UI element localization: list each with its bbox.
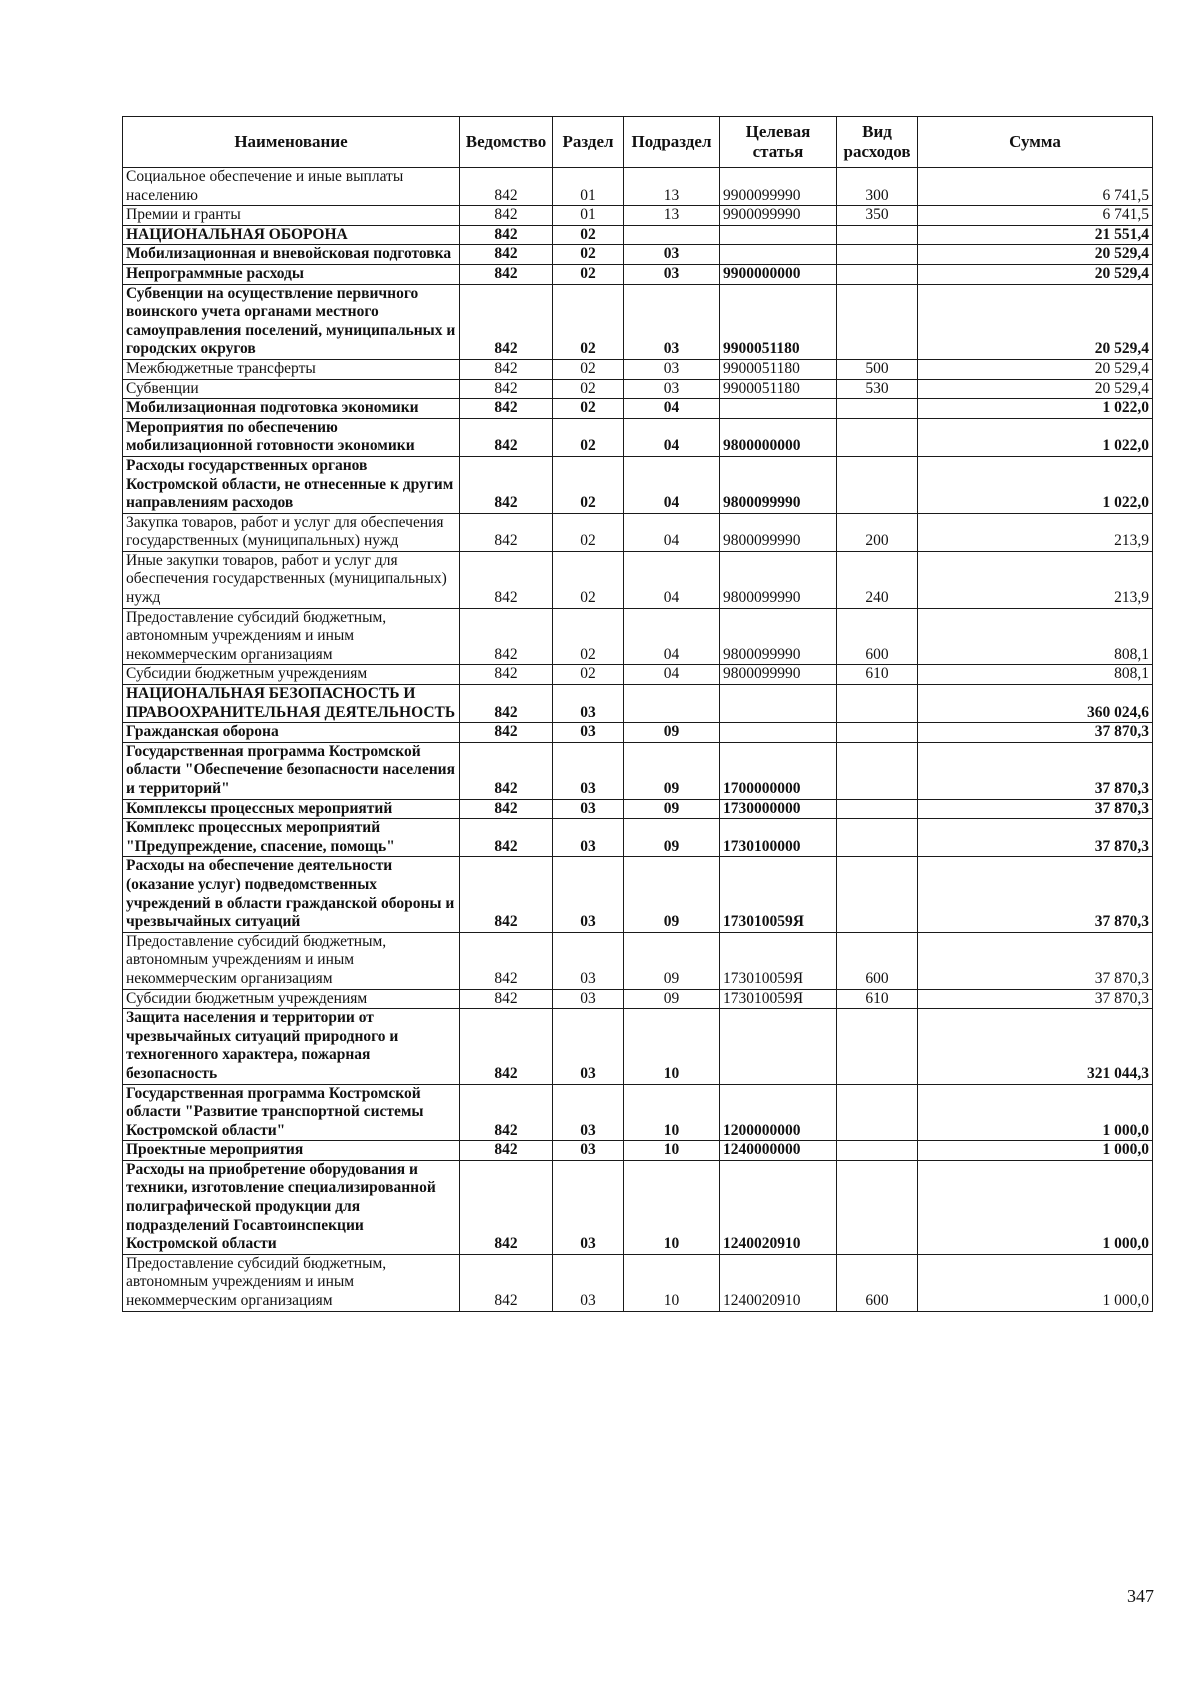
cell-article: 1700000000 [720,742,837,799]
cell-exp-type [837,225,918,245]
cell-article: 1240020910 [720,1254,837,1311]
table-row [123,284,1153,359]
cell-section: 02 [553,665,624,685]
cell-article [720,245,837,265]
cell-article: 9800000000 [720,418,837,456]
cell-article: 9800099990 [720,456,837,513]
cell-article: 9800099990 [720,608,837,665]
cell-name: Иные закупки товаров, работ и услуг для обеспечения государственных (муниципальных) нужд [123,551,460,608]
cell-name: Государственная программа Костромской области "Обеспечение безопасности населения и территорий" [123,742,460,799]
cell-sum: 20 529,4 [918,245,1153,265]
cell-article: 173010059Я [720,932,837,989]
cell-name: Премии и гранты [123,206,460,226]
cell-sum: 37 870,3 [918,819,1153,857]
cell-name: Комплексы процессных мероприятий [123,799,460,819]
header-row [123,117,1153,168]
table-row [123,456,1153,513]
cell-exp-type: 600 [837,608,918,665]
cell-dept: 842 [460,1141,553,1161]
cell-exp-type: 300 [837,168,918,206]
cell-dept: 842 [460,1254,553,1311]
cell-section: 02 [553,551,624,608]
cell-article [720,1009,837,1084]
cell-sum: 213,9 [918,513,1153,551]
cell-exp-type: 530 [837,379,918,399]
cell-name: Расходы на обеспечение деятельности (оказание услуг) подведомственных учреждений в области гражданской обороны и чрезвычайных ситуаций [123,857,460,932]
cell-name: Социальное обеспечение и иные выплаты населению [123,168,460,206]
cell-section: 03 [553,989,624,1009]
cell-subsection: 09 [624,819,720,857]
cell-exp-type: 600 [837,932,918,989]
cell-name: Государственная программа Костромской области "Развитие транспортной системы Костромской области" [123,1084,460,1141]
cell-exp-type [837,723,918,743]
cell-article: 9800099990 [720,665,837,685]
table-row [123,225,1153,245]
cell-article: 9900099990 [720,168,837,206]
cell-subsection: 04 [624,608,720,665]
table-row [123,513,1153,551]
cell-subsection: 09 [624,857,720,932]
table-row [123,857,1153,932]
cell-dept: 842 [460,456,553,513]
cell-exp-type: 600 [837,1254,918,1311]
cell-exp-type: 610 [837,989,918,1009]
cell-dept: 842 [460,399,553,419]
cell-name: Закупка товаров, работ и услуг для обеспечения государственных (муниципальных) нужд [123,513,460,551]
cell-section: 02 [553,264,624,284]
cell-name: НАЦИОНАЛЬНАЯ ОБОРОНА [123,225,460,245]
cell-section: 02 [553,284,624,359]
cell-subsection: 03 [624,264,720,284]
cell-article: 1240020910 [720,1160,837,1254]
cell-sum: 20 529,4 [918,379,1153,399]
table-row [123,685,1153,723]
cell-exp-type: 610 [837,665,918,685]
cell-sum: 21 551,4 [918,225,1153,245]
header-dept: Ведомство [460,117,553,168]
cell-subsection: 09 [624,742,720,799]
budget-table [122,116,1153,1312]
cell-dept: 842 [460,742,553,799]
table-row [123,1141,1153,1161]
cell-exp-type [837,742,918,799]
cell-section: 02 [553,379,624,399]
cell-article: 9900000000 [720,264,837,284]
cell-sum: 1 000,0 [918,1141,1153,1161]
cell-exp-type [837,1141,918,1161]
cell-section: 03 [553,1084,624,1141]
header-name: Наименование [123,117,460,168]
cell-section: 03 [553,857,624,932]
cell-section: 03 [553,742,624,799]
cell-subsection: 04 [624,665,720,685]
cell-sum: 6 741,5 [918,168,1153,206]
cell-dept: 842 [460,359,553,379]
cell-subsection: 04 [624,399,720,419]
cell-dept: 842 [460,799,553,819]
cell-sum: 6 741,5 [918,206,1153,226]
cell-section: 02 [553,359,624,379]
table-row [123,359,1153,379]
cell-section: 03 [553,685,624,723]
cell-sum: 1 000,0 [918,1160,1153,1254]
table-row [123,379,1153,399]
cell-sum: 360 024,6 [918,685,1153,723]
cell-sum: 1 022,0 [918,399,1153,419]
table-row [123,551,1153,608]
table-row [123,264,1153,284]
cell-sum: 1 022,0 [918,418,1153,456]
cell-dept: 842 [460,551,553,608]
cell-exp-type: 350 [837,206,918,226]
cell-sum: 37 870,3 [918,723,1153,743]
cell-sum: 808,1 [918,665,1153,685]
cell-sum: 213,9 [918,551,1153,608]
cell-section: 02 [553,456,624,513]
cell-name: Межбюджетные трансферты [123,359,460,379]
cell-subsection: 09 [624,723,720,743]
cell-article: 9900051180 [720,359,837,379]
cell-dept: 842 [460,418,553,456]
cell-dept: 842 [460,819,553,857]
cell-subsection: 04 [624,513,720,551]
cell-name: Мобилизационная подготовка экономики [123,399,460,419]
cell-exp-type [837,418,918,456]
header-article: Целевая статья [720,117,837,168]
cell-section: 02 [553,513,624,551]
cell-section: 01 [553,168,624,206]
cell-sum: 20 529,4 [918,284,1153,359]
cell-subsection: 04 [624,551,720,608]
table-row [123,168,1153,206]
cell-article: 1730000000 [720,799,837,819]
cell-subsection: 10 [624,1160,720,1254]
cell-subsection: 13 [624,168,720,206]
cell-dept: 842 [460,206,553,226]
cell-name: Проектные мероприятия [123,1141,460,1161]
cell-subsection [624,685,720,723]
header-sum: Сумма [918,117,1153,168]
cell-exp-type [837,284,918,359]
cell-exp-type [837,1084,918,1141]
cell-sum: 20 529,4 [918,359,1153,379]
table-row [123,1254,1153,1311]
cell-exp-type [837,685,918,723]
cell-dept: 842 [460,857,553,932]
cell-dept: 842 [460,685,553,723]
table-row [123,608,1153,665]
table-row [123,206,1153,226]
cell-sum: 20 529,4 [918,264,1153,284]
cell-exp-type: 200 [837,513,918,551]
cell-article: 9900099990 [720,206,837,226]
cell-name: Гражданская оборона [123,723,460,743]
table-row [123,1160,1153,1254]
cell-name: Непрограммные расходы [123,264,460,284]
cell-name: Расходы на приобретение оборудования и техники, изготовление специализированной полиграфической продукции для подразделений Госавтоинспекции Костромской области [123,1160,460,1254]
cell-dept: 842 [460,264,553,284]
cell-subsection: 03 [624,284,720,359]
cell-name: Защита населения и территории от чрезвычайных ситуаций природного и техногенного характера, пожарная безопасность [123,1009,460,1084]
cell-exp-type [837,456,918,513]
cell-subsection: 09 [624,989,720,1009]
cell-name: Субсидии бюджетным учреждениям [123,989,460,1009]
cell-name: НАЦИОНАЛЬНАЯ БЕЗОПАСНОСТЬ И ПРАВООХРАНИТЕЛЬНАЯ ДЕЯТЕЛЬНОСТЬ [123,685,460,723]
cell-article: 9800099990 [720,513,837,551]
cell-subsection: 09 [624,799,720,819]
cell-name: Субвенции [123,379,460,399]
table-row [123,989,1153,1009]
cell-dept: 842 [460,168,553,206]
cell-section: 02 [553,608,624,665]
cell-subsection: 04 [624,418,720,456]
cell-subsection: 13 [624,206,720,226]
cell-sum: 37 870,3 [918,989,1153,1009]
cell-dept: 842 [460,665,553,685]
cell-exp-type: 240 [837,551,918,608]
cell-name: Предоставление субсидий бюджетным, автономным учреждениям и иным некоммерческим организациям [123,932,460,989]
cell-exp-type [837,1160,918,1254]
cell-name: Предоставление субсидий бюджетным, автономным учреждениям и иным некоммерческим организациям [123,608,460,665]
cell-article [720,723,837,743]
cell-subsection: 03 [624,379,720,399]
table-row [123,723,1153,743]
cell-section: 02 [553,225,624,245]
cell-section: 02 [553,245,624,265]
cell-dept: 842 [460,513,553,551]
table-row [123,665,1153,685]
cell-subsection: 03 [624,359,720,379]
table-row [123,799,1153,819]
cell-section: 03 [553,723,624,743]
cell-name: Мобилизационная и вневойсковая подготовка [123,245,460,265]
cell-article: 9900051180 [720,379,837,399]
cell-section: 03 [553,799,624,819]
cell-dept: 842 [460,284,553,359]
cell-dept: 842 [460,1009,553,1084]
cell-section: 01 [553,206,624,226]
cell-section: 03 [553,932,624,989]
cell-exp-type [837,399,918,419]
cell-name: Субвенции на осуществление первичного воинского учета органами местного самоуправления поселений, муниципальных и городских округов [123,284,460,359]
cell-sum: 37 870,3 [918,742,1153,799]
cell-dept: 842 [460,723,553,743]
cell-article [720,225,837,245]
cell-subsection: 10 [624,1141,720,1161]
cell-exp-type [837,245,918,265]
table-body [123,168,1153,1312]
cell-dept: 842 [460,1160,553,1254]
table-row [123,742,1153,799]
table-row [123,932,1153,989]
cell-subsection: 10 [624,1084,720,1141]
cell-name: Предоставление субсидий бюджетным, автономным учреждениям и иным некоммерческим организациям [123,1254,460,1311]
cell-article: 9900051180 [720,284,837,359]
table-row [123,418,1153,456]
cell-name: Комплекс процессных мероприятий "Предупреждение, спасение, помощь" [123,819,460,857]
cell-section: 03 [553,1254,624,1311]
cell-exp-type: 500 [837,359,918,379]
table-row [123,1009,1153,1084]
cell-dept: 842 [460,1084,553,1141]
cell-subsection: 10 [624,1009,720,1084]
cell-name: Субсидии бюджетным учреждениям [123,665,460,685]
cell-sum: 1 000,0 [918,1254,1153,1311]
cell-name: Мероприятия по обеспечению мобилизационной готовности экономики [123,418,460,456]
cell-exp-type [837,799,918,819]
cell-sum: 1 000,0 [918,1084,1153,1141]
cell-dept: 842 [460,225,553,245]
cell-dept: 842 [460,245,553,265]
cell-sum: 37 870,3 [918,799,1153,819]
cell-dept: 842 [460,932,553,989]
cell-subsection: 10 [624,1254,720,1311]
cell-subsection [624,225,720,245]
cell-article: 1730100000 [720,819,837,857]
cell-exp-type [837,264,918,284]
cell-sum: 1 022,0 [918,456,1153,513]
cell-sum: 321 044,3 [918,1009,1153,1084]
cell-subsection: 03 [624,245,720,265]
cell-section: 03 [553,1141,624,1161]
cell-dept: 842 [460,379,553,399]
cell-article: 173010059Я [720,989,837,1009]
header-section: Раздел [553,117,624,168]
cell-section: 03 [553,1160,624,1254]
cell-section: 02 [553,399,624,419]
cell-dept: 842 [460,989,553,1009]
cell-article: 1200000000 [720,1084,837,1141]
cell-section: 03 [553,1009,624,1084]
cell-dept: 842 [460,608,553,665]
cell-name: Расходы государственных органов Костромской области, не отнесенные к другим направлениям расходов [123,456,460,513]
cell-sum: 37 870,3 [918,857,1153,932]
table-row [123,399,1153,419]
table-row [123,819,1153,857]
cell-section: 03 [553,819,624,857]
cell-sum: 37 870,3 [918,932,1153,989]
cell-sum: 808,1 [918,608,1153,665]
header-exp-type: Вид расходов [837,117,918,168]
table-row [123,1084,1153,1141]
cell-subsection: 09 [624,932,720,989]
table-row [123,245,1153,265]
cell-article: 173010059Я [720,857,837,932]
cell-exp-type [837,819,918,857]
cell-article: 1240000000 [720,1141,837,1161]
cell-subsection: 04 [624,456,720,513]
header-subsection: Подраздел [624,117,720,168]
cell-exp-type [837,857,918,932]
page-number: 347 [1127,1586,1154,1606]
cell-article [720,399,837,419]
cell-article: 9800099990 [720,551,837,608]
cell-section: 02 [553,418,624,456]
cell-exp-type [837,1009,918,1084]
cell-article [720,685,837,723]
